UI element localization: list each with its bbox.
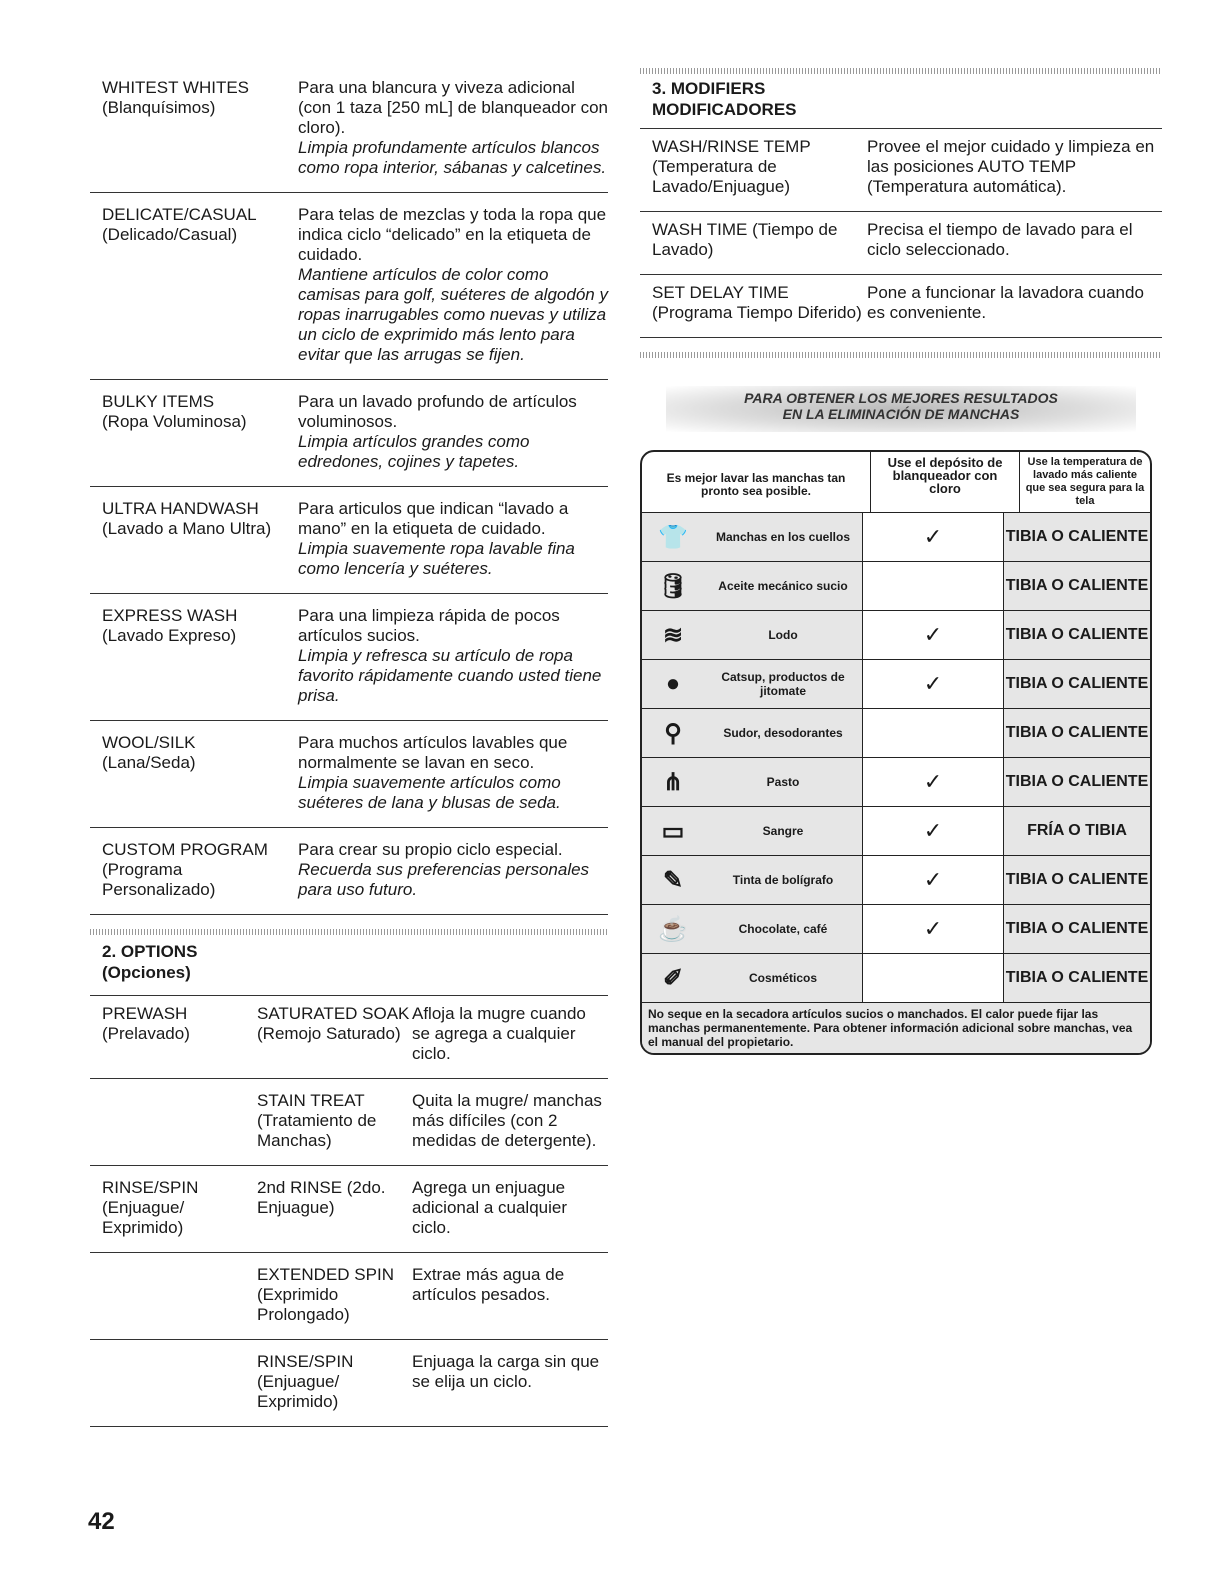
cycle-subname: (Lavado a Mano Ultra) [102,519,272,538]
bleach-check [862,562,1004,610]
option-description: Agrega un enjuague adicional a cualquier ciclo. [412,1178,567,1237]
stain-row [642,561,1150,610]
options-heading: 2. OPTIONS [102,942,198,961]
cycle-subname: (Lana/Seda) [102,753,196,772]
option-row [90,1265,608,1340]
wash-temp: FRÍA O TIBIA [1027,822,1127,839]
cycle-subname: (Ropa Voluminosa) [102,412,247,431]
cycle-row [90,840,608,915]
cycle-row [90,392,608,487]
bleach-check: ✓ [862,905,1004,953]
option-name: 2nd RINSE (2do. Enjuague) [257,1178,386,1217]
bandage-icon: ▭ [661,817,685,845]
cycle-subname: (Delicado/Casual) [102,225,238,244]
modifiers-table [640,128,1162,338]
cycles-table [90,78,608,915]
cycle-desc-cell [298,205,608,365]
bleach-check: ✓ [862,660,1004,708]
cycle-row [90,499,608,594]
stain-row [642,708,1150,757]
cycle-subname: (Blanquísimos) [102,98,216,117]
cycle-desc-cell [298,499,608,579]
cycle-name: ULTRA HANDWASH [102,499,259,518]
stain-row [642,806,1150,855]
mud-icon: ≋ [662,621,684,649]
option-name: RINSE/SPIN (Enjuague/ Exprimido) [257,1352,354,1411]
coffee-cup-icon: ☕ [658,915,688,943]
option-row [90,1178,608,1253]
option-group: PREWASH (Prelavado) [102,1004,190,1043]
wash-temp: TIBIA O CALIENTE [1005,871,1149,888]
banner-line-1: PARA OBTENER LOS MEJORES RESULTADOS [744,390,1058,406]
stain-name: Cosméticos [748,971,818,985]
stain-row [642,757,1150,806]
cycle-name-cell [102,840,298,900]
stain-name-cell [642,709,862,757]
stain-name-cell [642,562,862,610]
wash-temp: TIBIA O CALIENTE [1005,920,1149,937]
cycle-description: Para articulos que indican “lavado a mano” en la etiqueta de cuidado. [298,499,569,538]
wash-temp: TIBIA O CALIENTE [1005,724,1149,741]
cycle-row [90,205,608,380]
option-group: RINSE/SPIN (Enjuague/ Exprimido) [102,1178,199,1237]
option-row [90,1091,608,1166]
option-description: Enjuaga la carga sin que se elija un ciclo. [412,1352,600,1391]
options-subheading: (Opciones) [102,963,191,982]
cycle-name-cell [102,606,298,706]
cycle-note: Limpia suavemente ropa lavable fina como lencería y suéteres. [298,539,575,578]
cycle-subname: (Programa Personalizado) [102,860,216,899]
header-stain: Es mejor lavar las manchas tan pronto sea posible. [666,471,846,498]
stain-name-cell [642,807,862,855]
stain-name: Lodo [768,628,798,642]
cycle-row [90,78,608,193]
cycle-name-cell [102,499,298,579]
cycle-name-cell [102,733,298,813]
stain-chart-header [642,452,1150,512]
option-description: Afloja la mugre cuando se agrega a cualquier ciclo. [412,1004,586,1063]
bleach-check: ✓ [862,758,1004,806]
stain-name-cell [642,611,862,659]
cycle-desc-cell [298,606,608,706]
cycle-name: WOOL/SILK [102,733,196,752]
stain-name-cell [642,905,862,953]
bleach-check: ✓ [862,807,1004,855]
stain-name: Aceite mecánico sucio [718,579,848,593]
cycle-name-cell [102,78,298,178]
cycle-desc-cell [298,78,608,178]
modifier-description: Pone a funcionar la lavadora cuando es conveniente. [867,283,1144,322]
bleach-check: ✓ [862,611,1004,659]
stain-name-cell [642,513,862,561]
option-name: SATURATED SOAK (Remojo Saturado) [257,1004,410,1043]
cycle-description: Para muchos artículos lavables que normalmente se lavan en seco. [298,733,568,772]
cycle-desc-cell [298,840,608,900]
option-description: Extrae más agua de artículos pesados. [412,1265,565,1304]
page-number: 42 [88,1508,115,1535]
stain-row [642,904,1150,953]
grass-icon: ⋔ [662,768,684,796]
wash-temp: TIBIA O CALIENTE [1005,577,1149,594]
modifier-name: WASH/RINSE TEMP (Temperatura de Lavado/Enjuague) [652,137,811,196]
cycle-description: Para una limpieza rápida de pocos artículos sucios. [298,606,560,645]
modifier-row [640,275,1162,338]
option-name: EXTENDED SPIN (Exprimido Prolongado) [257,1265,394,1324]
header-temp: Use la temperatura de lavado más caliente que sea segura para la tela [1019,452,1150,512]
deodorant-icon: ⚲ [664,719,682,747]
options-title [90,941,608,983]
tomato-icon: ● [665,670,681,697]
wash-temp: TIBIA O CALIENTE [1005,773,1149,790]
option-name: STAIN TREAT (Tratamiento de Manchas) [257,1091,377,1150]
modifier-description: Precisa el tiempo de lavado para el ciclo seleccionado. [867,220,1133,259]
stain-row [642,512,1150,561]
stain-row [642,610,1150,659]
cycle-name: BULKY ITEMS [102,392,215,411]
stain-name-cell [642,954,862,1002]
right-column [640,68,1162,1055]
stain-chart [640,450,1152,1055]
stain-banner [666,386,1136,432]
cycle-description: Para crear su propio ciclo especial. [298,840,563,859]
cycle-name: EXPRESS WASH [102,606,238,625]
wash-temp: TIBIA O CALIENTE [1005,969,1149,986]
cycle-name-cell [102,205,298,365]
stain-name: Sangre [762,824,804,838]
option-description: Quita la mugre/ manchas más difíciles (con 2 medidas de detergente). [412,1091,602,1150]
cycle-description: Para telas de mezclas y toda la ropa que indica ciclo “delicado” en la etiqueta de cuidado. [298,205,607,264]
modifier-description: Provee el mejor cuidado y limpieza en las posiciones AUTO TEMP (Temperatura automática). [867,137,1155,196]
oil-can-icon: 🛢 [657,572,689,600]
bleach-check: ✓ [862,856,1004,904]
cycle-name: DELICATE/CASUAL [102,205,257,224]
cycle-desc-cell [298,733,608,813]
modifiers-heading: 3. MODIFIERS [652,79,766,98]
option-group [102,1352,257,1412]
modifier-row [640,212,1162,275]
modifier-name: WASH TIME (Tiempo de Lavado) [652,220,838,259]
bleach-check: ✓ [862,513,1004,561]
option-row [90,1004,608,1079]
cycle-name-cell [102,392,298,472]
stain-name-cell [642,856,862,904]
bleach-check [862,954,1004,1002]
stain-rows [642,512,1150,1002]
stain-name: Manchas en los cuellos [715,530,851,544]
cycle-note: Mantiene artículos de color como camisas para golf, suéteres de algodón y ropas inarrugables como nuevas y utiliza un ciclo de exprimido más lento para evitar que las arrugas se fijen. [298,265,608,364]
wash-temp: TIBIA O CALIENTE [1005,528,1149,545]
options-table [90,995,608,1427]
cycle-name: CUSTOM PROGRAM [102,840,268,859]
cycles-column [90,78,608,1439]
banner-line-2: EN LA ELIMINACIÓN DE MANCHAS [782,406,1020,422]
stain-row [642,659,1150,708]
cycle-row [90,733,608,828]
lipstick-icon: ✐ [662,964,684,992]
cycle-note: Recuerda sus preferencias personales para uso futuro. [298,860,590,899]
dotted-divider [640,68,1162,74]
cycle-name: WHITEST WHITES [102,78,250,97]
stain-name: Sudor, desodorantes [723,726,843,740]
cycle-description: Para una blancura y viveza adicional (con 1 taza [250 mL] de blanqueador con cloro). [298,78,608,137]
dotted-divider [90,929,608,935]
stain-name: Catsup, productos de jitomate [721,670,845,698]
stain-name-cell [642,758,862,806]
cycle-note: Limpia suavemente artículos como suéteres de lana y blusas de seda. [298,773,561,812]
cycle-note: Limpia profundamente artículos blancos como ropa interior, sábanas y calcetines. [298,138,607,177]
cycle-description: Para un lavado profundo de artículos voluminosos. [298,392,577,431]
wash-temp: TIBIA O CALIENTE [1005,626,1149,643]
pen-icon: ✎ [662,866,684,894]
stain-name: Pasto [766,775,800,789]
modifier-name: SET DELAY TIME (Programa Tiempo Diferido) [652,283,862,322]
bleach-check [862,709,1004,757]
stain-row [642,855,1150,904]
modifiers-subheading: MODIFICADORES [652,100,797,119]
cycle-note: Limpia artículos grandes como edredones, cojines y tapetes. [298,432,530,471]
option-group [102,1265,257,1325]
stain-name: Chocolate, café [738,922,828,936]
cycle-subname: (Lavado Expreso) [102,626,237,645]
modifier-row [640,129,1162,212]
stain-name: Tinta de bolígrafo [732,873,834,887]
header-bleach: Use el depósito de blanqueador con cloro [870,452,1019,512]
wash-temp: TIBIA O CALIENTE [1005,675,1149,692]
shirt-collar-icon: 👕 [658,523,688,551]
stain-row [642,953,1150,1002]
option-group [102,1091,257,1151]
cycle-note: Limpia y refresca su artículo de ropa favorito rápidamente cuando usted tiene prisa. [298,646,602,705]
dotted-divider [640,352,1162,358]
cycle-row [90,606,608,721]
option-row [90,1352,608,1427]
cycle-desc-cell [298,392,608,472]
stain-name-cell [642,660,862,708]
modifiers-title [640,78,1162,120]
stain-footer: No seque en la secadora artículos sucios o manchados. El calor puede fijar las manchas permanentemente. Para obtener información adicional sobre manchas, vea el manual del propietario. [642,1002,1150,1053]
